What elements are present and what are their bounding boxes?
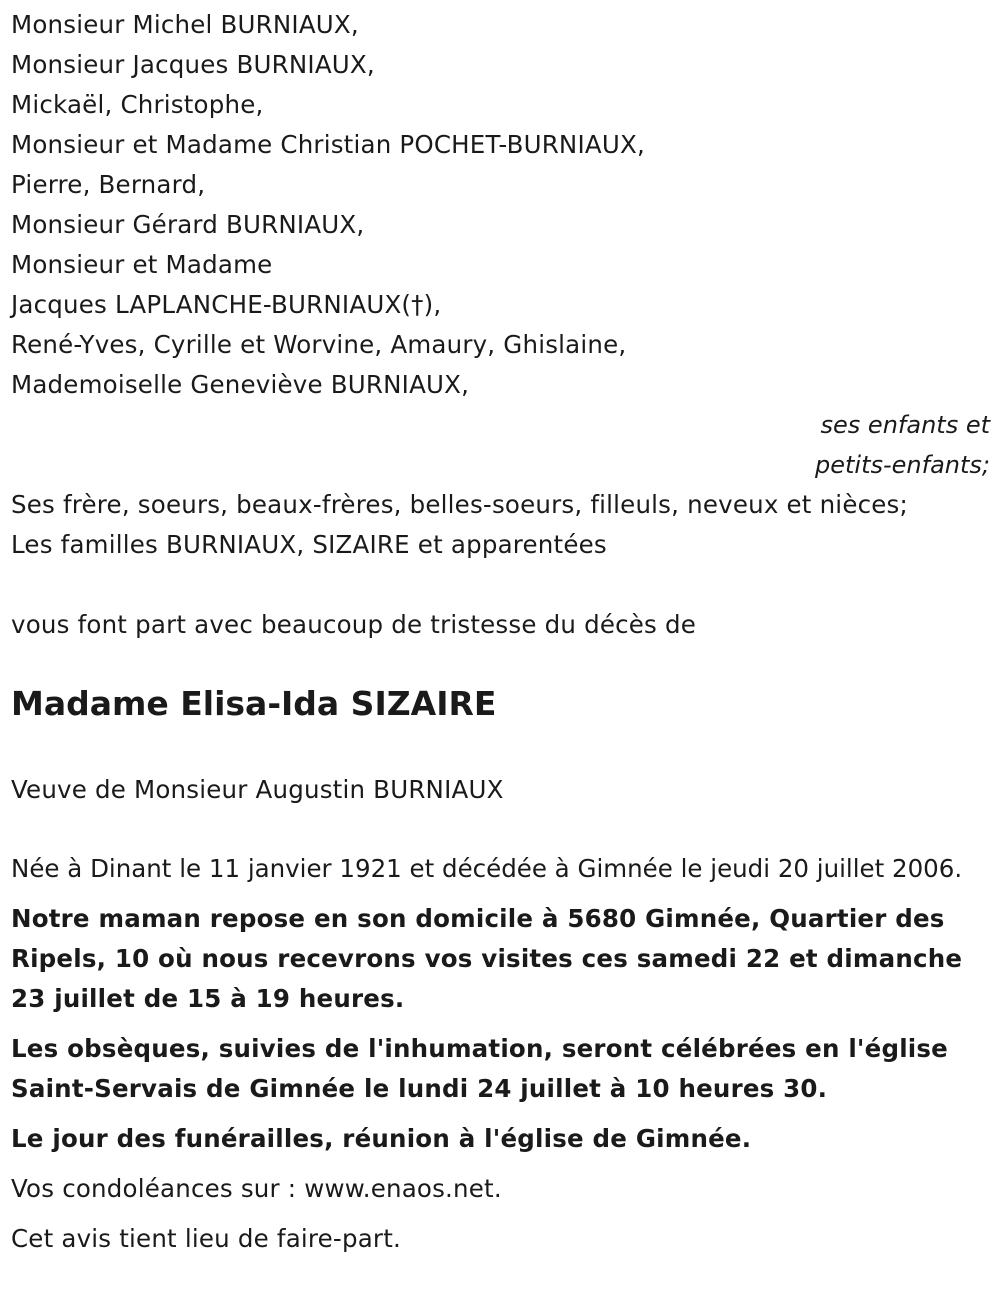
family-line: Monsieur Michel BURNIAUX, <box>11 10 359 39</box>
family-line: Mademoiselle Geneviève BURNIAUX, <box>11 370 470 399</box>
family-list <box>11 5 991 405</box>
family-line: Monsieur Jacques BURNIAUX, <box>11 50 375 79</box>
condolences-info: Vos condoléances sur : www.enaos.net. <box>11 1174 502 1203</box>
birth-death: Née à Dinant le 11 janvier 1921 et décédée à Gimnée le jeudi 20 juillet 2006. <box>11 854 963 883</box>
family-line: René-Yves, Cyrille et Worvine, Amaury, Ghislaine, <box>11 330 627 359</box>
obituary-notice <box>11 0 991 1259</box>
announcement: vous font part avec beaucoup de tristesse du décès de <box>11 610 697 639</box>
family-line: Monsieur et Madame Christian POCHET-BURNIAUX, <box>11 130 645 159</box>
closing-note: Cet avis tient lieu de faire-part. <box>11 1224 401 1253</box>
relatives-line: Ses frère, soeurs, beaux-frères, belles-soeurs, filleuls, neveux et nièces; <box>11 490 908 519</box>
signature-line: ses enfants et <box>820 411 990 439</box>
family-line: Monsieur Gérard BURNIAUX, <box>11 210 365 239</box>
family-line: Monsieur et Madame <box>11 250 273 279</box>
family-signature <box>11 405 990 485</box>
signature-line: petits-enfants; <box>815 451 990 479</box>
relatives-line: Les familles BURNIAUX, SIZAIRE et apparentées <box>11 530 607 559</box>
spacer <box>11 565 991 605</box>
family-line: Jacques LAPLANCHE-BURNIAUX(†), <box>11 290 442 319</box>
funeral-info: Les obsèques, suivies de l'inhumation, seront célébrées en l'église Saint-Servais de Gimnée le lundi 24 juillet à 10 heures 30. <box>11 1034 948 1103</box>
deceased-name: Madame Elisa-Ida SIZAIRE <box>11 684 497 723</box>
meeting-info: Le jour des funérailles, réunion à l'église de Gimnée. <box>11 1124 752 1153</box>
visitation-info: Notre maman repose en son domicile à 5680 Gimnée, Quartier des Ripels, 10 où nous recevrons vos visites ces samedi 22 et dimanche 23 juillet de 15 à 19 heures. <box>11 904 963 1013</box>
family-line: Mickaël, Christophe, <box>11 90 264 119</box>
widow-of: Veuve de Monsieur Augustin BURNIAUX <box>11 775 504 804</box>
relatives <box>11 485 991 565</box>
family-line: Pierre, Bernard, <box>11 170 206 199</box>
